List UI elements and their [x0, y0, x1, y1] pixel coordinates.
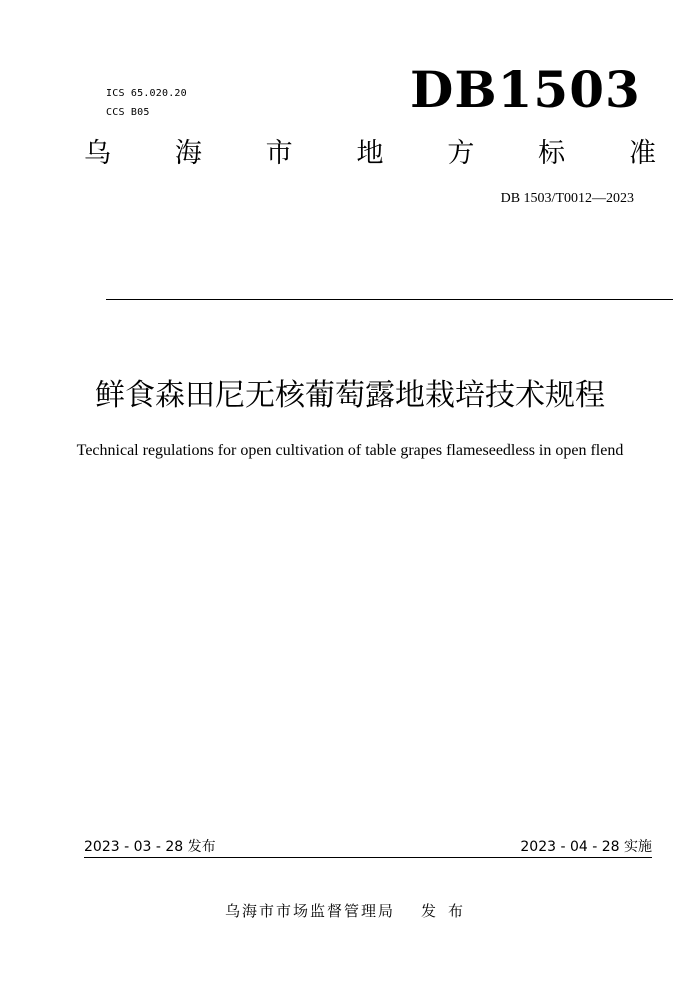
document-title-english: Technical regulations for open cultivation of table grapes flameseedless in open flend [76, 442, 624, 459]
standard-type-heading [84, 136, 656, 172]
top-divider [106, 299, 673, 300]
implementation-date: 2023 - 04 - 28 实施 [520, 839, 652, 855]
issuing-authority-line [0, 900, 700, 922]
standard-type-char: 标 [538, 138, 566, 169]
standard-type-char: 地 [356, 138, 384, 169]
issuing-authority: 乌海市市场监督管理局 [224, 902, 395, 920]
standard-type-char: 市 [265, 138, 293, 169]
standard-type-char: 方 [447, 138, 475, 169]
bottom-divider [84, 857, 652, 858]
publish-label: 发布 [421, 902, 476, 920]
standard-number: DB 1503/T0012—2023 [500, 191, 634, 206]
ccs-code: CCS B05 [106, 107, 150, 118]
db-logo: DB1503 [410, 60, 641, 119]
standard-type-char: 海 [174, 138, 202, 169]
document-title-chinese: 鲜食森田尼无核葡萄露地栽培技术规程 [95, 378, 605, 413]
standard-type-char: 乌 [84, 138, 111, 169]
issue-date: 2023 - 03 - 28 发布 [84, 839, 216, 855]
ics-code: ICS 65.020.20 [106, 88, 187, 99]
standard-type-char: 准 [628, 138, 656, 169]
